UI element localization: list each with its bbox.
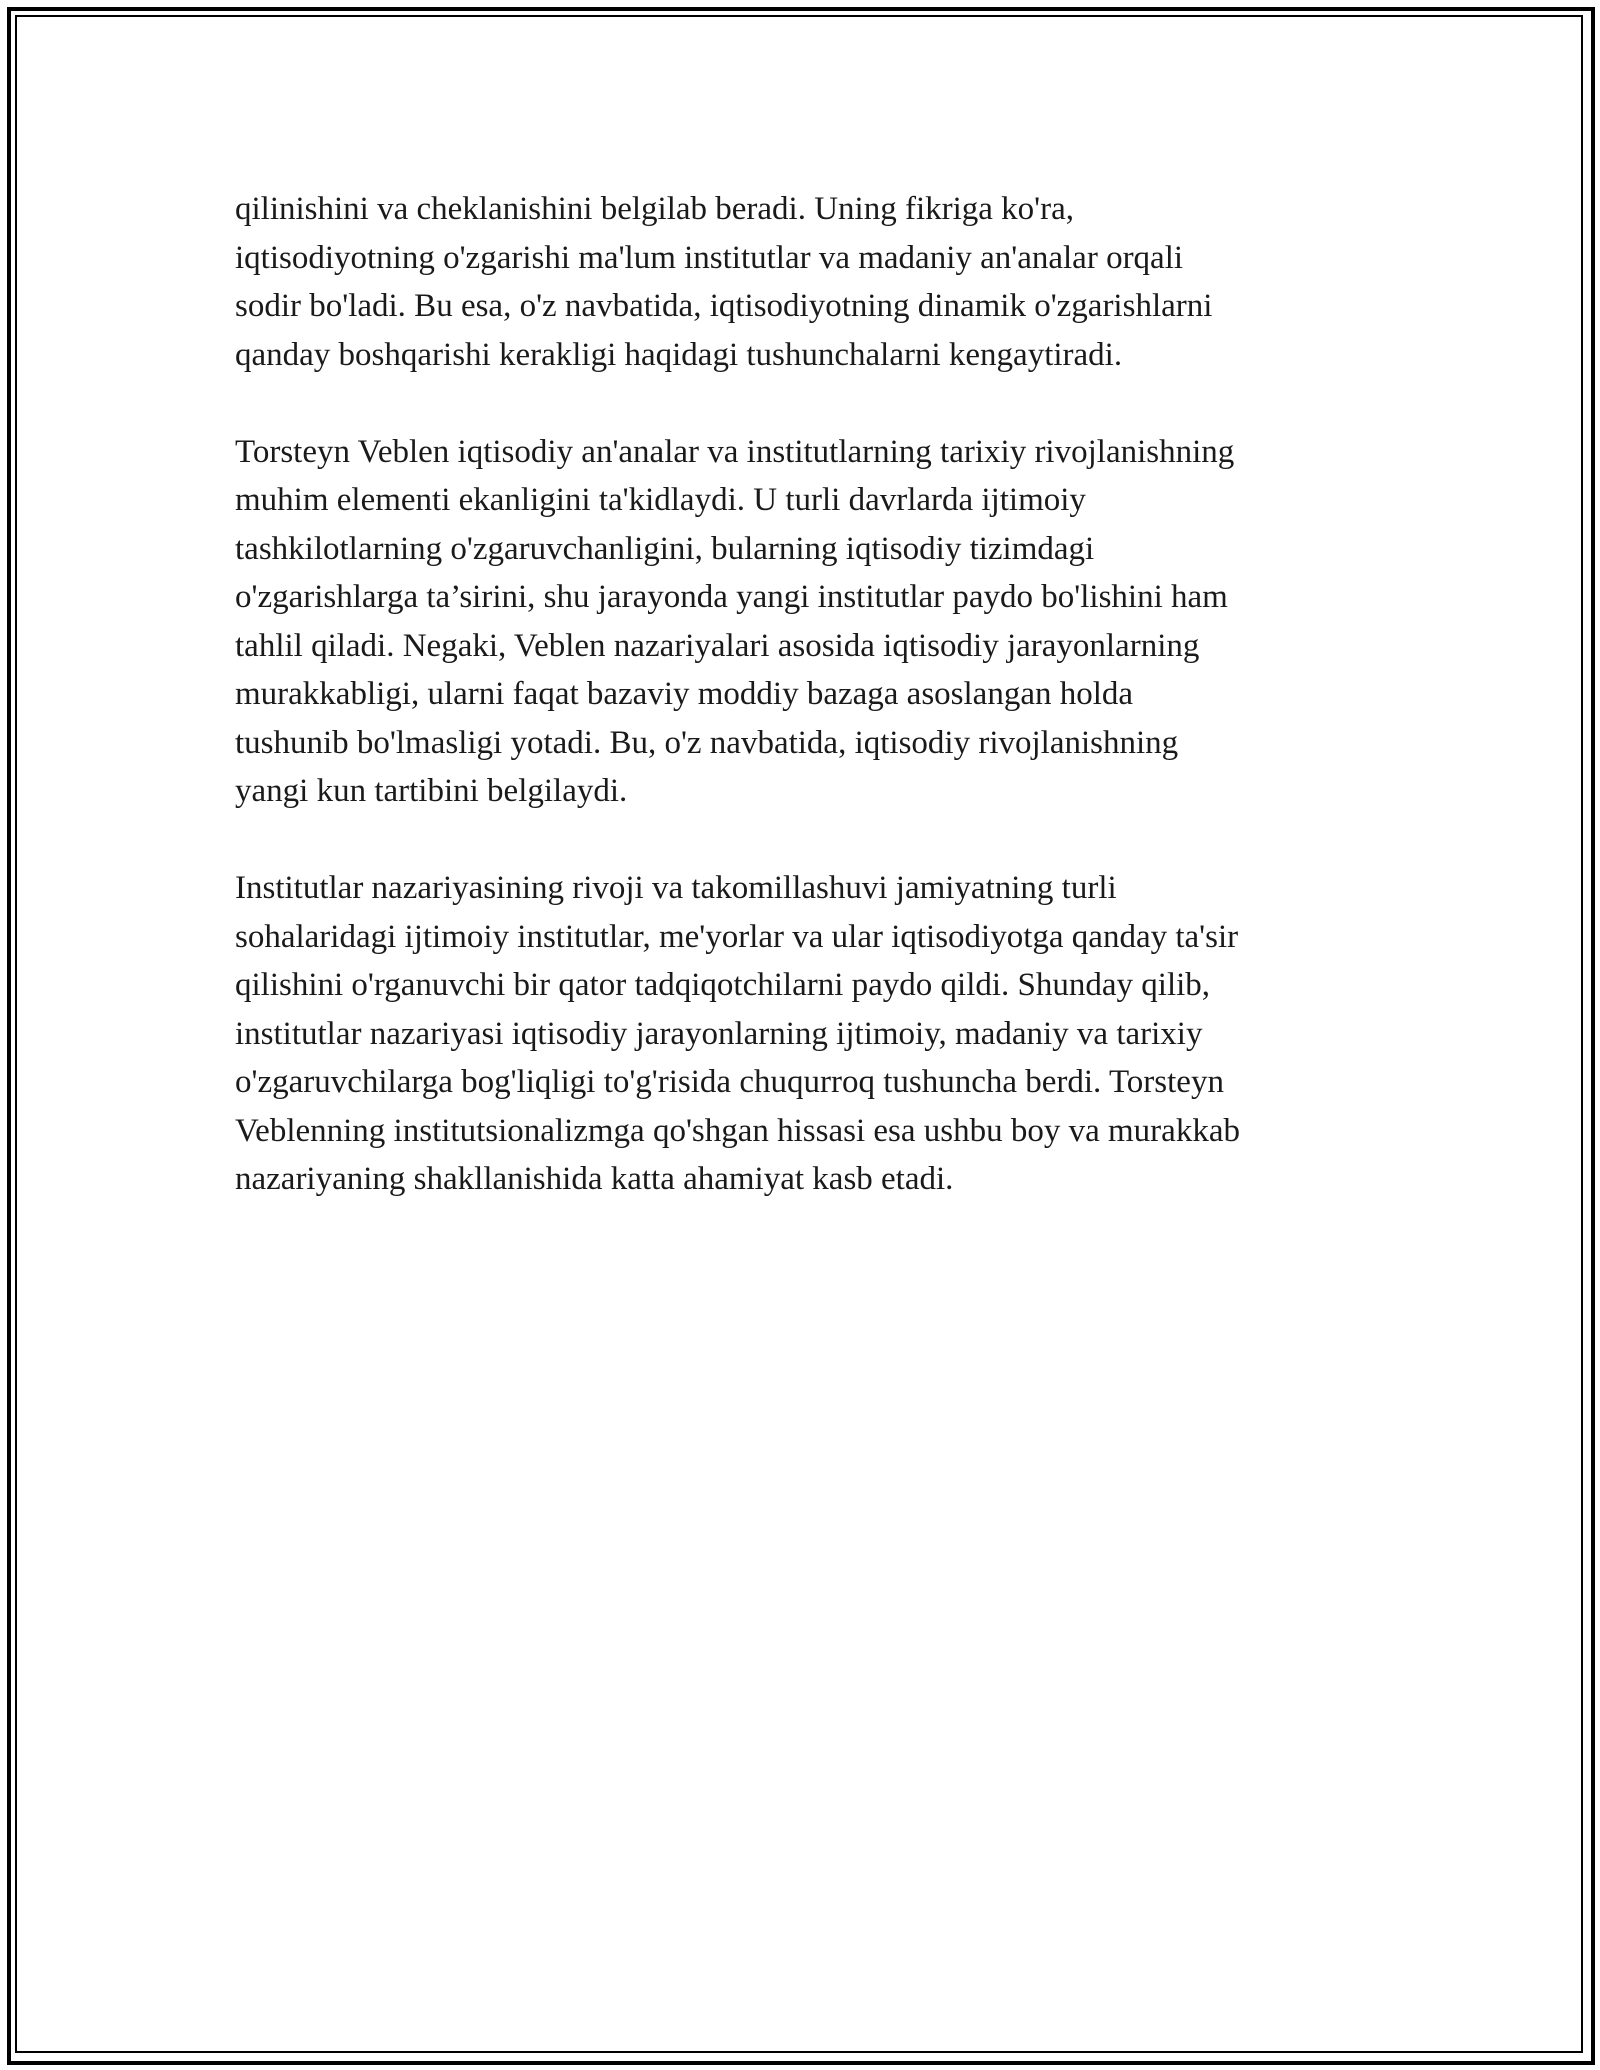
text-line: institutlar nazariyasi iqtisodiy jarayonlarning ijtimoiy, madaniy va tarixiy <box>235 1015 1203 1052</box>
text-line: murakkabligi, ularni faqat bazaviy moddiy bazaga asoslangan holda <box>235 676 1134 712</box>
paragraph-2 <box>235 428 1365 816</box>
text-line: tushunib bo'lmasligi yotadi. Bu, o'z navbatida, iqtisodiy rivojlanishning <box>235 724 1179 761</box>
text-line: Veblenning institutsionalizmga qo'shgan hissasi esa ushbu boy va murakkab <box>235 1112 1240 1149</box>
text-line: iqtisodiyotning o'zgarishi ma'lum institutlar va madaniy an'analar orqali <box>235 239 1184 276</box>
text-line: o'zgarishlarga ta’sirini, shu jarayonda yangi institutlar paydo bo'lishini ham <box>235 579 1228 615</box>
text-line: qilinishini va cheklanishini belgilab beradi. Uning fikriga ko'ra, <box>235 191 1075 227</box>
text-line: sohalaridagi ijtimoiy institutlar, me'yorlar va ular iqtisodiyotga qanday ta'sir <box>235 918 1239 955</box>
text-line: nazariyaning shakllanishida katta ahamiyat kasb etadi. <box>235 1161 954 1197</box>
text-line: muhim elementi ekanligini ta'kidlaydi. U turli davrlarda ijtimoiy <box>235 482 1086 518</box>
paragraph-1 <box>235 185 1365 379</box>
paragraph-3 <box>235 864 1365 1204</box>
document-body <box>235 185 1365 1252</box>
text-line: tahlil qiladi. Negaki, Veblen nazariyalari asosida iqtisodiy jarayonlarning <box>235 627 1200 664</box>
text-line: tashkilotlarning o'zgaruvchanligini, bularning iqtisodiy tizimdagi <box>235 530 1095 567</box>
text-line: Institutlar nazariyasining rivoji va takomillashuvi jamiyatning turli <box>235 870 1117 906</box>
text-line: Torsteyn Veblen iqtisodiy an'analar va institutlarning tarixiy rivojlanishning <box>235 433 1235 470</box>
text-line: qilishini o'rganuvchi bir qator tadqiqotchilarni paydo qildi. Shunday qilib, <box>235 967 1211 1003</box>
text-line: yangi kun tartibini belgilaydi. <box>235 773 628 809</box>
text-line: o'zgaruvchilarga bog'liqligi to'g'risida chuqurroq tushuncha berdi. Torsteyn <box>235 1064 1224 1100</box>
text-line: sodir bo'ladi. Bu esa, o'z navbatida, iqtisodiyotning dinamik o'zgarishlarni <box>235 288 1213 324</box>
text-line: qanday boshqarishi kerakligi haqidagi tushunchalarni kengaytiradi. <box>235 336 1123 373</box>
